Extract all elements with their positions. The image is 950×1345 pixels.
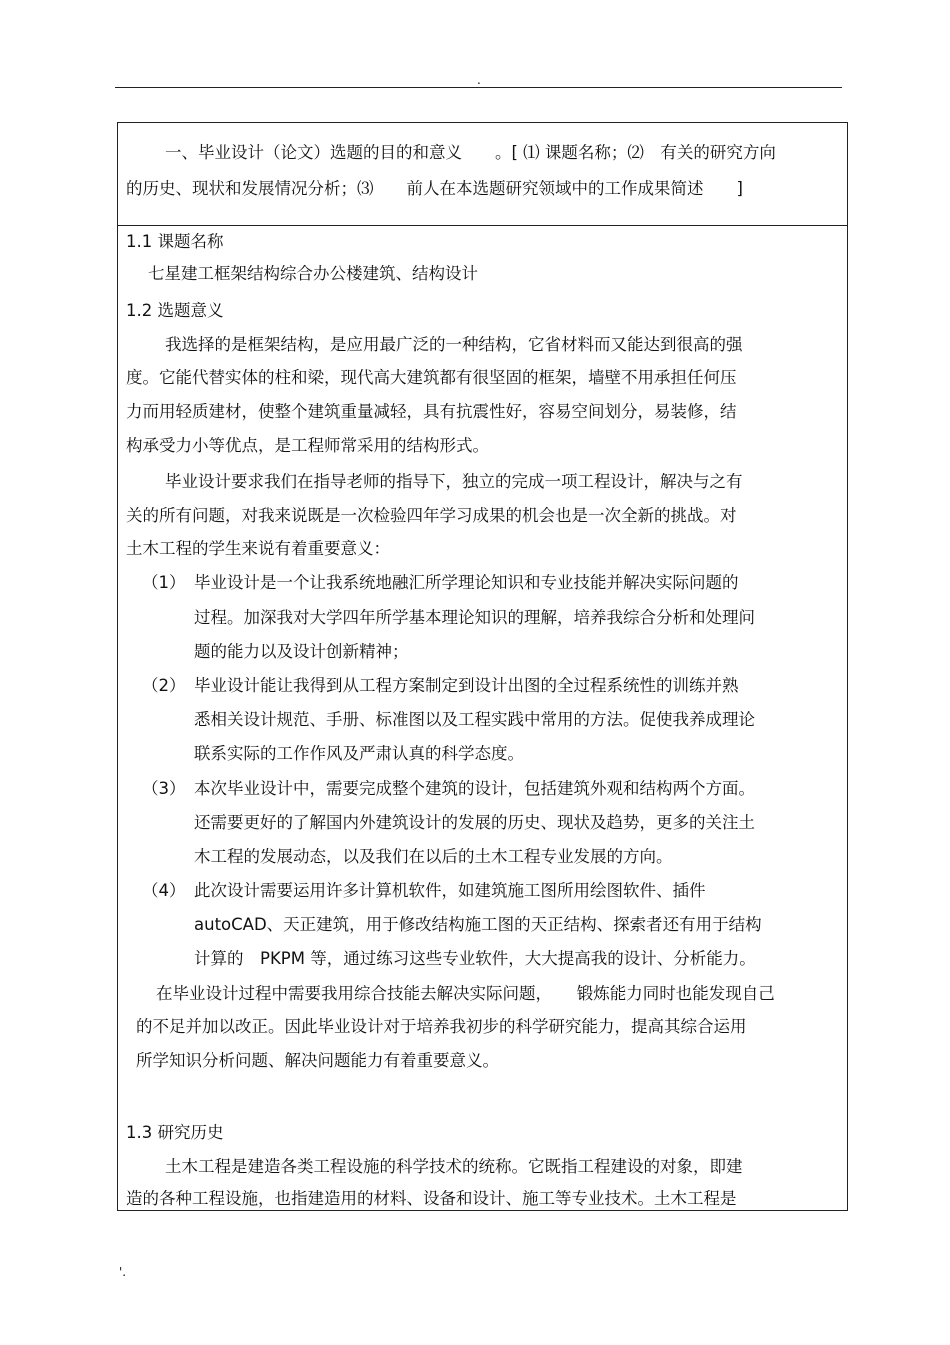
para2-line: 土木工程的学生来说有着重要意义： (126, 539, 390, 558)
item-line: 计算的 PKPM 等，通过练习这些专业软件，大大提高我的设计、分析能力。 (194, 949, 756, 968)
para2-line: 毕业设计要求我们在指导老师的指导下，独立的完成一项工程设计，解决与之有 (165, 472, 743, 491)
para4-line: 土木工程是建造各类工程设施的科学技术的统称。它既指工程建设的对象，即建 (165, 1157, 743, 1176)
para3-line: 在毕业设计过程中需要我用综合技能去解决实际问题， 锻炼能力同时也能发现自己 (156, 984, 775, 1003)
para1-line: 我选择的是框架结构，是应用最广泛的一种结构，它省材料而又能达到很高的强 (165, 335, 743, 354)
para1-line: 力而用轻质建材，使整个建筑重量减轻，具有抗震性好，容易空间划分，易装修，结 (126, 402, 737, 421)
item-line: 过程。加深我对大学四年所学基本理论知识的理解，培养我综合分析和处理问 (194, 608, 755, 627)
item-line: 本次毕业设计中，需要完成整个建筑的设计，包括建筑外观和结构两个方面。 (194, 779, 755, 798)
item-line: autoCAD、天正建筑，用于修改结构施工图的天正结构、探索者还有用于结构 (194, 915, 762, 934)
item-number: （4） (142, 881, 186, 900)
project-title: 七星建工框架结构综合办公楼建筑、结构设计 (148, 264, 478, 283)
table-divider (118, 225, 847, 226)
footer-mark: '. (119, 1265, 127, 1279)
heading-1-1: 1.1 课题名称 (126, 232, 224, 251)
item-number: （3） (142, 779, 186, 798)
section-header-line-2: 的历史、现状和发展情况分析；⑶ 前人在本选题研究领域中的工作成果简述 ] (126, 179, 743, 198)
para3-line: 的不足并加以改正。因此毕业设计对于培养我初步的科学研究能力，提高其综合运用 (136, 1017, 747, 1036)
item-line: 毕业设计是一个让我系统地融汇所学理论知识和专业技能并解决实际问题的 (194, 573, 739, 592)
item-number: （2） (142, 676, 186, 695)
item-line: 悉相关设计规范、手册、标准图以及工程实践中常用的方法。促使我养成理论 (194, 710, 755, 729)
item-line: 木工程的发展动态，以及我们在以后的土木工程专业发展的方向。 (194, 847, 673, 866)
form-table (117, 122, 848, 1211)
para3-line: 所学知识分析问题、解决问题能力有着重要意义。 (136, 1051, 499, 1070)
section-header-line-1: 一、毕业设计（论文）选题的目的和意义 。[ ⑴ 课题名称；⑵ 有关的研究方向 (165, 143, 776, 162)
header-rule (115, 87, 842, 88)
item-line: 毕业设计能让我得到从工程方案制定到设计出图的全过程系统性的训练并熟 (194, 676, 739, 695)
heading-1-2: 1.2 选题意义 (126, 301, 224, 320)
item-number: （1） (142, 573, 186, 592)
para1-line: 度。它能代替实体的柱和梁，现代高大建筑都有很坚固的框架，墙壁不用承担任何压 (126, 368, 737, 387)
para2-line: 关的所有问题，对我来说既是一次检验四年学习成果的机会也是一次全新的挑战。对 (126, 506, 737, 525)
item-line: 题的能力以及设计创新精神； (194, 642, 409, 661)
header-mark: . (477, 73, 481, 87)
para1-line: 构承受力小等优点，是工程师常采用的结构形式。 (126, 436, 489, 455)
item-line: 联系实际的工作作风及严肃认真的科学态度。 (194, 744, 524, 763)
item-line: 此次设计需要运用许多计算机软件，如建筑施工图所用绘图软件、插件 (194, 881, 706, 900)
item-line: 还需要更好的了解国内外建筑设计的发展的历史、现状及趋势，更多的关注土 (194, 813, 755, 832)
para4-line: 造的各种工程设施，也指建造用的材料、设备和设计、施工等专业技术。土木工程是 (126, 1189, 737, 1208)
heading-1-3: 1.3 研究历史 (126, 1123, 224, 1142)
